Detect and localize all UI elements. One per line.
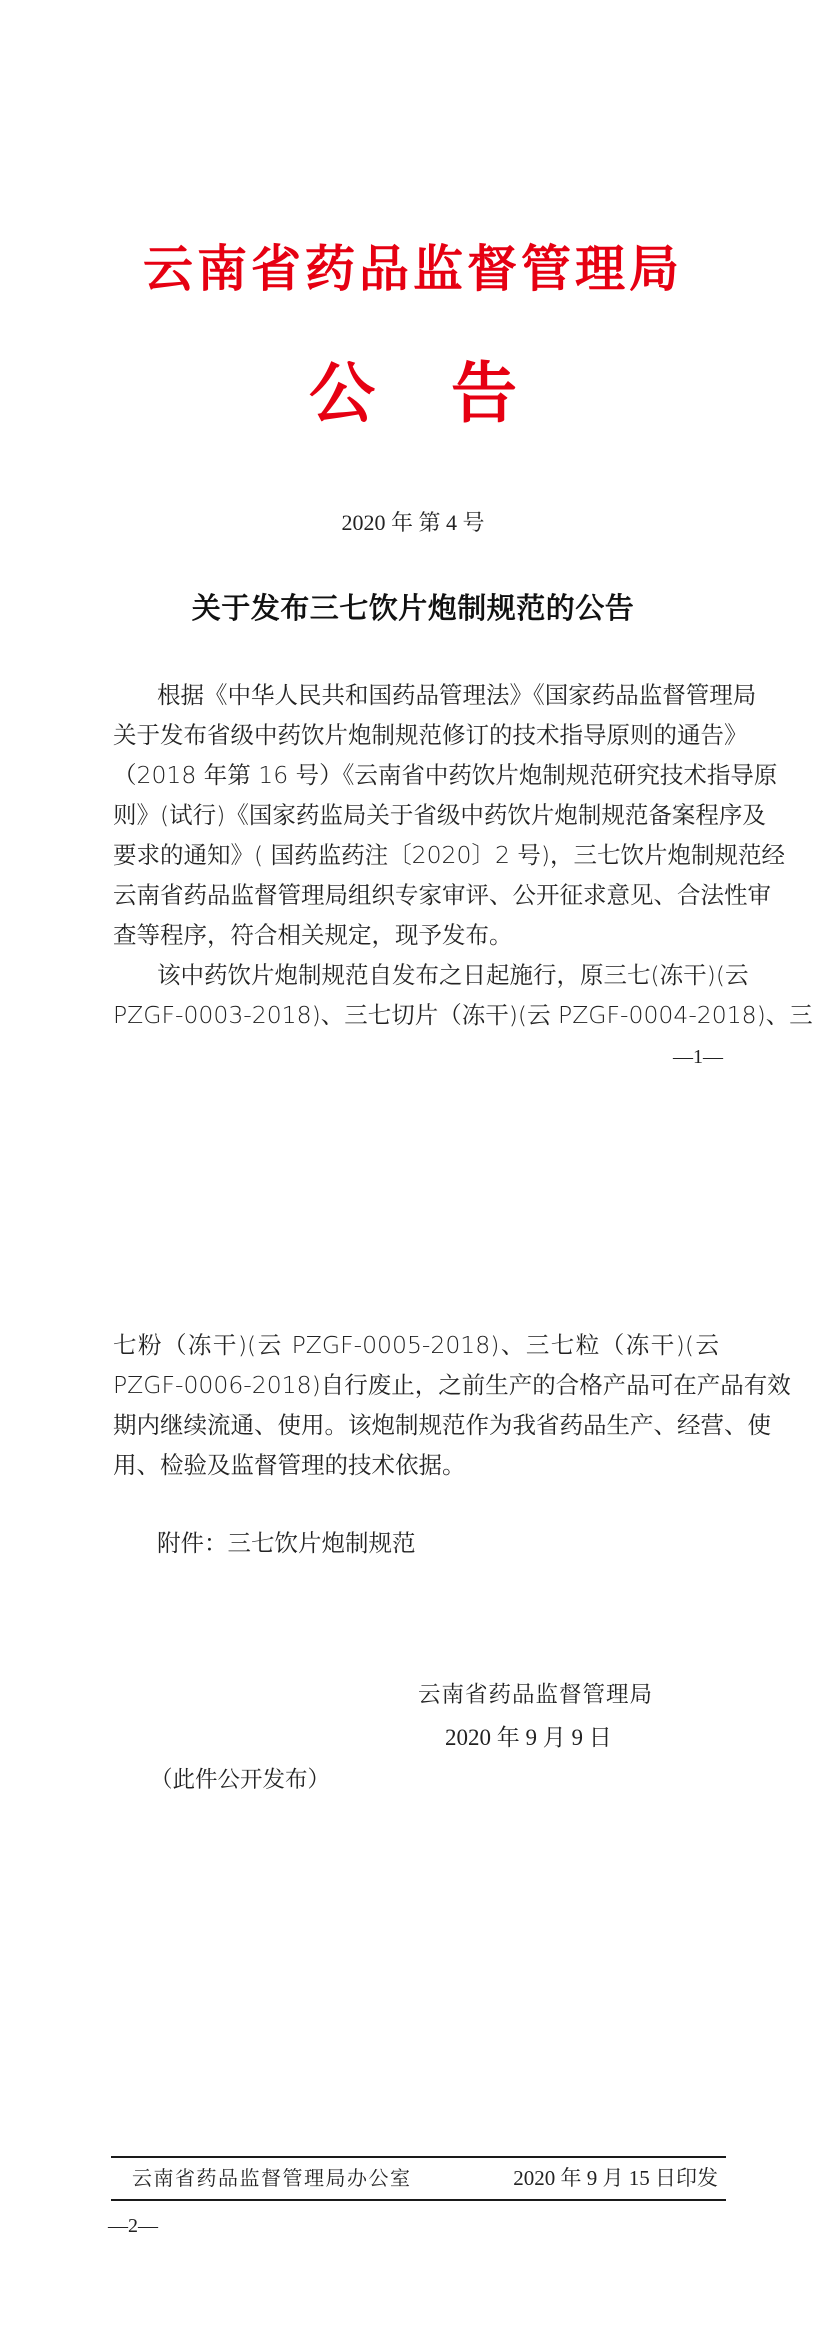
body-line: 期内继续流通、使用。该炮制规范作为我省药品生产、经营、使 <box>113 1411 771 1439</box>
doc-type-char-1: 公 <box>309 354 375 432</box>
signature-date: 2020 年 9 月 9 日 <box>445 1725 612 1750</box>
public-release-note: （此件公开发布） <box>150 1767 331 1793</box>
body-line: PZGF-0006-2018)自行废止，之前生产的合格产品可在产品有效 <box>113 1371 791 1399</box>
doc-type-char-2: 告 <box>451 354 517 432</box>
signature-organization: 云南省药品监督管理局 <box>418 1682 654 1708</box>
footer-print-date: 2020 年 9 月 15 日印发 <box>513 2166 718 2190</box>
body-line: 根据《中华人民共和国药品管理法》《国家药品监督管理局 <box>157 681 757 709</box>
body-line: 用、检验及监督管理的技术依据。 <box>113 1451 466 1479</box>
attachment-reference: 附件：三七饮片炮制规范 <box>157 1529 416 1557</box>
body-line: （2018 年第 16 号）《云南省中药饮片炮制规范研究技术指导原 <box>113 761 778 789</box>
document-title: 关于发布三七饮片炮制规范的公告 <box>191 591 635 625</box>
document-number: 2020 年 第 4 号 <box>341 510 485 535</box>
page-number-1: —1— <box>673 1046 723 1068</box>
body-line: 关于发布省级中药饮片炮制规范修订的技术指导原则的通告》 <box>113 721 748 749</box>
page-number-2: —2— <box>108 2215 158 2237</box>
body-line: 云南省药品监督管理局组织专家审评、公开征求意见、合法性审 <box>113 881 771 909</box>
body-line: 查等程序，符合相关规定，现予发布。 <box>113 921 513 949</box>
document-type-heading <box>0 352 826 434</box>
body-line: 该中药饮片炮制规范自发布之日起施行，原三七(冻干)(云 <box>157 961 749 989</box>
body-line: 要求的通知》( 国药监药注〔2020〕2 号)，三七饮片炮制规范经 <box>113 841 786 869</box>
issuing-authority-header: 云南省药品监督管理局 <box>143 239 683 298</box>
footer-bottom-rule <box>111 2199 726 2201</box>
body-line: 七粉（冻干)(云 PZGF-0005-2018)、三七粒（冻干)(云 <box>113 1331 719 1359</box>
footer-issuer: 云南省药品监督管理局办公室 <box>132 2166 412 2190</box>
body-line: 则》(试行)《国家药监局关于省级中药饮片炮制规范备案程序及 <box>113 801 766 829</box>
body-line: PZGF-0003-2018)、三七切片（冻干)(云 PZGF-0004-2018)、三 <box>113 1001 813 1029</box>
footer-top-rule <box>111 2156 726 2158</box>
